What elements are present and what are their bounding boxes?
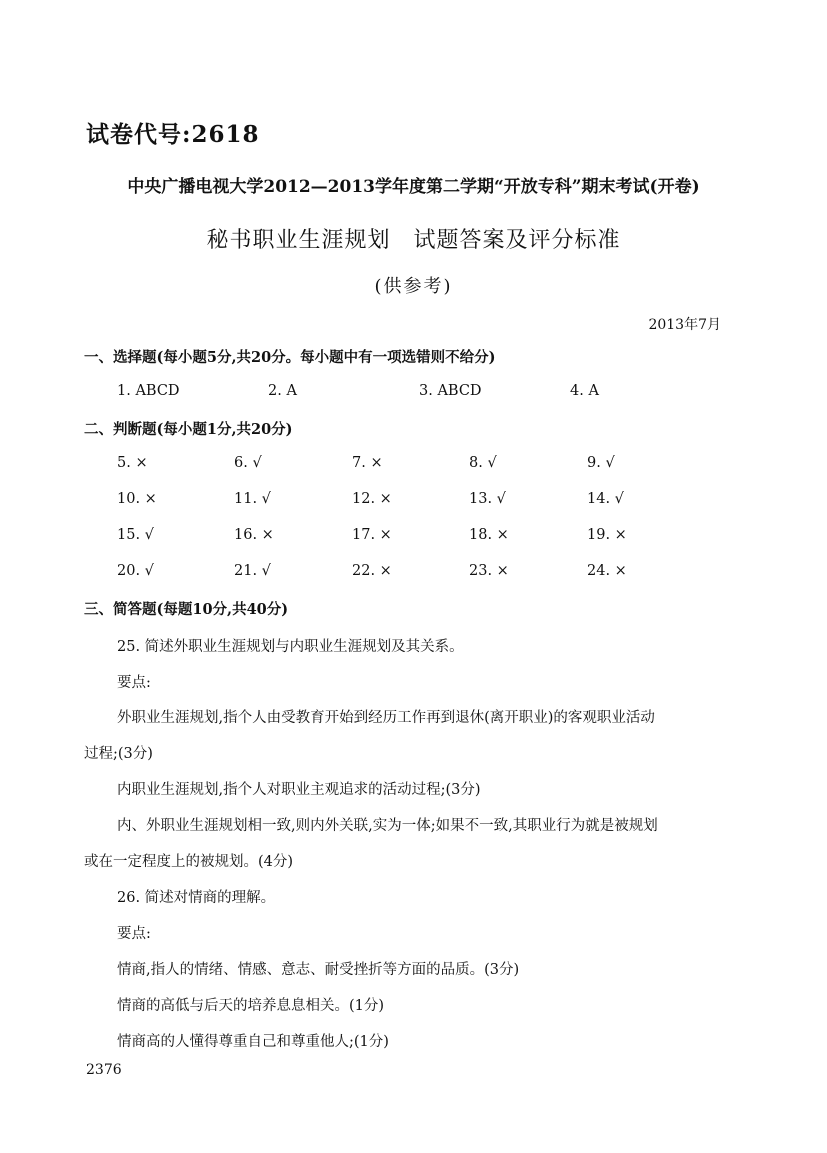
key-points-label: 要点: (117, 926, 151, 942)
choice-answer-1: 1. ABCD (117, 383, 180, 399)
judge-answer: 18. × (469, 527, 509, 543)
q26-paragraph-3: 情商高的人懂得尊重自己和尊重他人;(1分) (117, 1034, 389, 1050)
q25-paragraph-2: 内职业生涯规划,指个人对职业主观追求的活动过程;(3分) (117, 782, 481, 798)
choice-answer-4: 4. A (570, 383, 599, 399)
judge-answer: 19. × (587, 527, 627, 543)
judge-answer: 13. √ (469, 491, 506, 507)
q25-paragraph-1: 外职业生涯规划,指个人由受教育开始到经历工作再到退休(离开职业)的客观职业活动 (117, 710, 655, 726)
judge-answer: 5. × (117, 455, 148, 471)
section1-heading: 一、选择题(每小题5分,共20分。每小题中有一项选错则不给分) (84, 349, 496, 366)
key-points-label: 要点: (117, 675, 151, 691)
choice-answer-2: 2. A (268, 383, 297, 399)
judge-answer: 21. √ (234, 563, 271, 579)
judge-answer: 23. × (469, 563, 509, 579)
reference-note: (供参考) (374, 276, 453, 297)
page-number: 2376 (86, 1062, 122, 1078)
judge-answer: 9. √ (587, 455, 615, 471)
judge-answer: 24. × (587, 563, 627, 579)
judge-answer: 17. × (352, 527, 392, 543)
judge-answer: 7. × (352, 455, 383, 471)
judge-answer: 16. × (234, 527, 274, 543)
question-26: 26. 简述对情商的理解。 (117, 890, 276, 906)
q25-paragraph-3-cont: 或在一定程度上的被规划。(4分) (84, 854, 294, 870)
judge-answer: 12. × (352, 491, 392, 507)
section2-heading: 二、判断题(每小题1分,共20分) (84, 421, 293, 438)
q25-paragraph-1-cont: 过程;(3分) (84, 746, 153, 762)
judge-answer: 8. √ (469, 455, 497, 471)
document-date: 2013年7月 (648, 317, 721, 333)
q25-paragraph-3: 内、外职业生涯规划相一致,则内外关联,实为一体;如果不一致,其职业行为就是被规划 (117, 818, 658, 834)
judge-answer: 10. × (117, 491, 157, 507)
document-title: 秘书职业生涯规划 试题答案及评分标准 (206, 228, 621, 253)
question-25: 25. 简述外职业生涯规划与内职业生涯规划及其关系。 (117, 639, 464, 655)
judge-answer: 11. √ (234, 491, 271, 507)
judge-answer: 6. √ (234, 455, 262, 471)
section3-heading: 三、简答题(每题10分,共40分) (84, 601, 289, 618)
judge-answer: 22. × (352, 563, 392, 579)
q26-paragraph-2: 情商的高低与后天的培养息息相关。(1分) (117, 998, 385, 1014)
choice-answer-3: 3. ABCD (419, 383, 482, 399)
university-exam-line: 中央广播电视大学2012—2013学年度第二学期“开放专科”期末考试(开卷) (127, 177, 700, 197)
judge-answer: 14. √ (587, 491, 624, 507)
judge-answer: 15. √ (117, 527, 154, 543)
q26-paragraph-1: 情商,指人的情绪、情感、意志、耐受挫折等方面的品质。(3分) (117, 962, 520, 978)
judge-answer: 20. √ (117, 563, 154, 579)
paper-code: 试卷代号:2618 (86, 121, 260, 148)
